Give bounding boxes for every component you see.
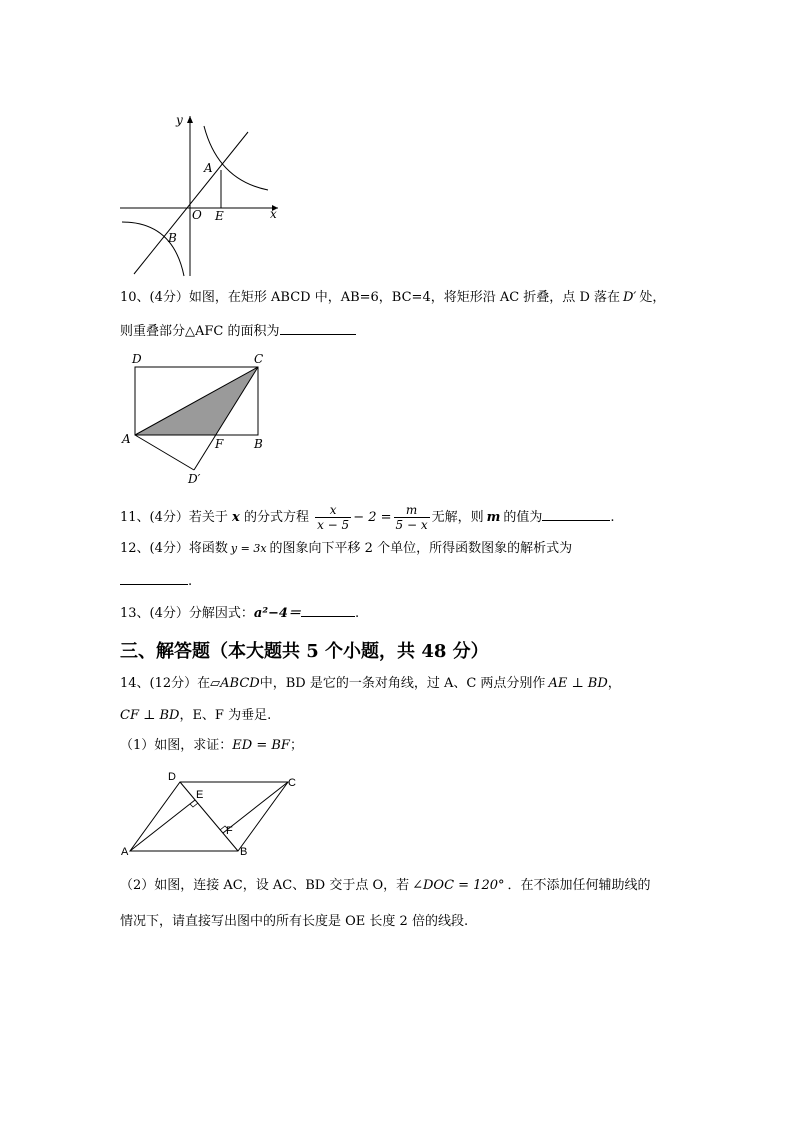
figure-coordinate-graph	[118, 110, 288, 280]
section-3-heading: 三、解答题（本大题共 5 个小题，共 48 分）	[120, 641, 489, 662]
axis-x-label: x	[270, 207, 277, 221]
point-a-label: A	[122, 432, 131, 446]
axis-y-label: y	[176, 113, 183, 127]
point-b-label: B	[254, 437, 263, 451]
point-b-label: B	[240, 846, 248, 858]
point-d-label: D	[168, 771, 176, 783]
question-13: 13、(4分）分解因式：a²−4＝ .	[120, 606, 360, 621]
fraction-2: $\frac{m}{5 - x}$	[395, 503, 428, 532]
question-14-part2-line1: （2）如图，连接 AC，设 AC、BD 交于点 O，若 ∠DOC = 120° ．在不添加任何辅助线的	[120, 878, 651, 893]
answer-blank-13[interactable]	[301, 604, 355, 617]
point-e-label: E	[196, 789, 204, 801]
question-10-line1: 10、(4分）如图，在矩形 ABCD 中，AB=6，BC=4，将矩形沿 AC 折叠，点 D 落在 D′ 处，	[120, 290, 666, 305]
point-f-label: F	[226, 825, 233, 837]
fraction-1: $\frac{x}{x - 5}$	[317, 503, 350, 532]
point-a-label: A	[121, 846, 129, 858]
question-14-part2-line2: 情况下，请直接写出图中的所有长度是 OE 长度 2 倍的线段.	[120, 914, 469, 929]
answer-blank-12[interactable]	[120, 572, 188, 585]
question-14-line2: CF ⊥ BD，E、F 为垂足.	[120, 708, 272, 723]
point-c-label: C	[254, 352, 264, 366]
point-a-label: A	[204, 161, 213, 175]
point-d-label: D	[132, 352, 142, 366]
answer-blank-11[interactable]	[542, 508, 610, 521]
point-dprime-label: D′	[188, 472, 201, 486]
question-10-line2: 则重叠部分△AFC 的面积为	[120, 322, 356, 341]
origin-label: O	[192, 208, 202, 222]
question-12-line1: 12、(4分）将函数 y = 3x 的图象向下平移 2 个单位，所得函数图象的解析式为	[120, 541, 573, 556]
point-e-label: E	[215, 209, 224, 223]
point-b-label: B	[168, 231, 177, 245]
question-11: 11、(4分）若关于 x 的分式方程 $\frac{x}{x - 5}$ − 2 = $\frac{m}{5 - x}$ 无解，则 m 的值为 .	[120, 503, 615, 532]
question-12-line2: .	[120, 572, 192, 591]
figure-folded-rectangle	[118, 348, 278, 488]
question-14-part1: （1）如图，求证：ED = BF；	[120, 738, 303, 753]
figure-parallelogram	[118, 768, 303, 860]
point-c-label: C	[288, 777, 296, 789]
question-14-line1: 14、(12分）在▱ABCD中，BD 是它的一条对角线，过 A、C 两点分别作 AE ⊥ BD，	[120, 676, 621, 691]
answer-blank-10[interactable]	[280, 322, 356, 335]
point-f-label: F	[215, 437, 224, 451]
